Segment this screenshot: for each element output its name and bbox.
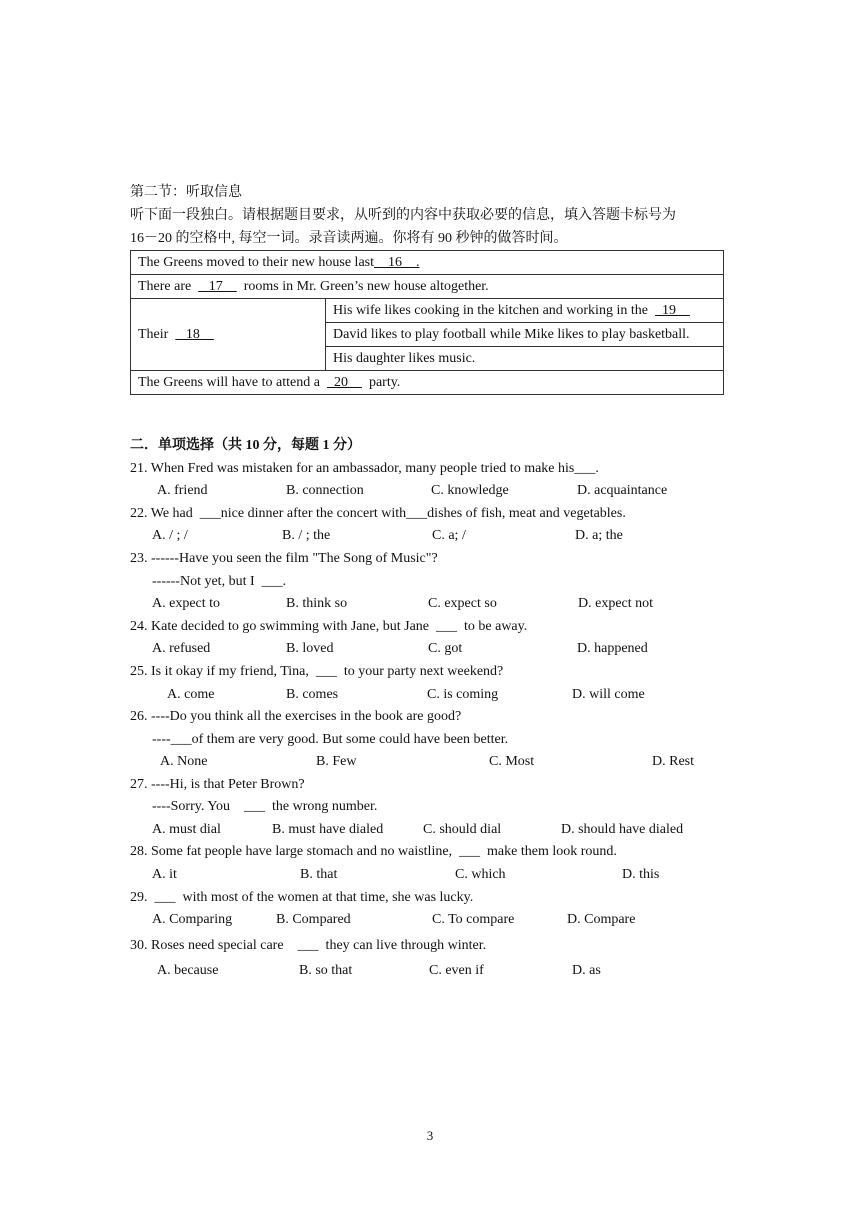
section-title: 第二节：听取信息 (130, 185, 242, 200)
q28-option-a[interactable]: A. it (152, 867, 177, 882)
q28-option-c[interactable]: C. which (455, 867, 506, 882)
question-21-stem: 21. When Fred was mistaken for an ambassador, many people tried to make his___. (130, 461, 599, 476)
row-1-text: The Greens moved to their new house last (138, 255, 374, 270)
q30-option-d[interactable]: D. as (572, 963, 601, 978)
listening-table (130, 250, 724, 395)
sub-row-3-text: His daughter likes music. (333, 351, 476, 366)
q30-option-b[interactable]: B. so that (299, 963, 353, 978)
q22-option-c[interactable]: C. a; / (432, 528, 466, 543)
question-22-stem: 22. We had ___nice dinner after the concert with___dishes of fish, meat and vegetables. (130, 506, 626, 521)
sub-row-2-text: David likes to play football while Mike likes to play basketball. (333, 327, 690, 342)
q21-option-b[interactable]: B. connection (286, 483, 364, 498)
q26-option-a[interactable]: A. None (160, 754, 208, 769)
row-2-pre: There are (138, 279, 199, 294)
q21-option-c[interactable]: C. knowledge (431, 483, 509, 498)
blank-18: 18 (175, 327, 214, 342)
q27-option-a[interactable]: A. must dial (152, 822, 221, 837)
row-4-post: party. (361, 375, 401, 390)
question-23-stem-2: ------Not yet, but I ___. (152, 574, 287, 589)
question-30-stem: 30. Roses need special care ___ they can live through winter. (130, 938, 487, 953)
q24-option-a[interactable]: A. refused (152, 641, 211, 656)
q22-option-a[interactable]: A. / ; / (152, 528, 188, 543)
q26-option-d[interactable]: D. Rest (652, 754, 694, 769)
sub-row-3 (326, 347, 724, 371)
table-row-2 (131, 275, 724, 299)
q30-option-a[interactable]: A. because (157, 963, 219, 978)
q25-option-d[interactable]: D. will come (572, 687, 645, 702)
q28-option-b[interactable]: B. that (300, 867, 338, 882)
q25-option-b[interactable]: B. comes (286, 687, 339, 702)
q22-option-b[interactable]: B. / ; the (282, 528, 331, 543)
q28-option-d[interactable]: D. this (622, 867, 660, 882)
q30-option-c[interactable]: C. even if (429, 963, 484, 978)
instructions-line-1: 听下面一段独白。请根据题目要求，从听到的内容中获取必要的信息，填入答题卡标号为 (130, 208, 676, 223)
q29-option-d[interactable]: D. Compare (567, 912, 636, 927)
q24-option-c[interactable]: C. got (428, 641, 463, 656)
q26-option-b[interactable]: B. Few (316, 754, 357, 769)
q21-option-d[interactable]: D. acquaintance (577, 483, 668, 498)
table-row-4 (131, 371, 724, 395)
question-23-stem: 23. ------Have you seen the film "The Song of Music"? (130, 551, 438, 566)
row-4-pre: The Greens will have to attend a (138, 375, 327, 390)
sub-row-1 (326, 299, 724, 323)
q26-option-c[interactable]: C. Most (489, 754, 535, 769)
blank-20: 20 (326, 375, 362, 390)
question-27-stem-2: ----Sorry. You ___ the wrong number. (152, 799, 378, 814)
page-number: 3 (426, 1128, 434, 1143)
q29-option-a[interactable]: A. Comparing (152, 912, 233, 927)
q27-option-b[interactable]: B. must have dialed (272, 822, 384, 837)
instructions-line-2: 16－20 的空格中, 每空一词。录音读两遍。你将有 90 秒钟的做答时间。 (130, 231, 568, 246)
q27-option-c[interactable]: C. should dial (423, 822, 502, 837)
question-28-stem: 28. Some fat people have large stomach and no waistline, ___ make them look round. (130, 844, 617, 859)
q27-option-d[interactable]: D. should have dialed (561, 822, 684, 837)
their-cell (131, 299, 326, 371)
question-25-stem: 25. Is it okay if my friend, Tina, ___ to your party next weekend? (130, 664, 504, 679)
sub-row-2 (326, 323, 724, 347)
part-title: 二．单项选择（共 10 分，每题 1 分） (130, 438, 361, 453)
q21-option-a[interactable]: A. friend (157, 483, 208, 498)
question-29-stem: 29. ___ with most of the women at that time, she was lucky. (130, 890, 474, 905)
blank-17: 17 (198, 279, 237, 294)
their-label: Their (138, 327, 176, 342)
q23-option-a[interactable]: A. expect to (152, 596, 221, 611)
q25-option-a[interactable]: A. come (167, 687, 215, 702)
question-24-stem: 24. Kate decided to go swimming with Jane, but Jane ___ to be away. (130, 619, 528, 634)
q23-option-b[interactable]: B. think so (286, 596, 348, 611)
blank-19: 19 (654, 303, 690, 318)
q22-option-d[interactable]: D. a; the (575, 528, 623, 543)
q25-option-c[interactable]: C. is coming (427, 687, 499, 702)
question-26-stem-2: ----___of them are very good. But some could have been better. (152, 732, 509, 747)
table-row-1 (131, 251, 724, 275)
q29-option-c[interactable]: C. To compare (432, 912, 515, 927)
blank-16: 16 . (374, 255, 420, 270)
q24-option-b[interactable]: B. loved (286, 641, 334, 656)
q23-option-d[interactable]: D. expect not (578, 596, 654, 611)
q24-option-d[interactable]: D. happened (577, 641, 648, 656)
q23-option-c[interactable]: C. expect so (428, 596, 497, 611)
question-27-stem: 27. ----Hi, is that Peter Brown? (130, 777, 305, 792)
row-2-post: rooms in Mr. Green’s new house altogether. (236, 279, 489, 294)
q29-option-b[interactable]: B. Compared (276, 912, 351, 927)
question-26-stem: 26. ----Do you think all the exercises in the book are good? (130, 709, 462, 724)
sub-row-1-text: His wife likes cooking in the kitchen and working in the (333, 303, 655, 318)
